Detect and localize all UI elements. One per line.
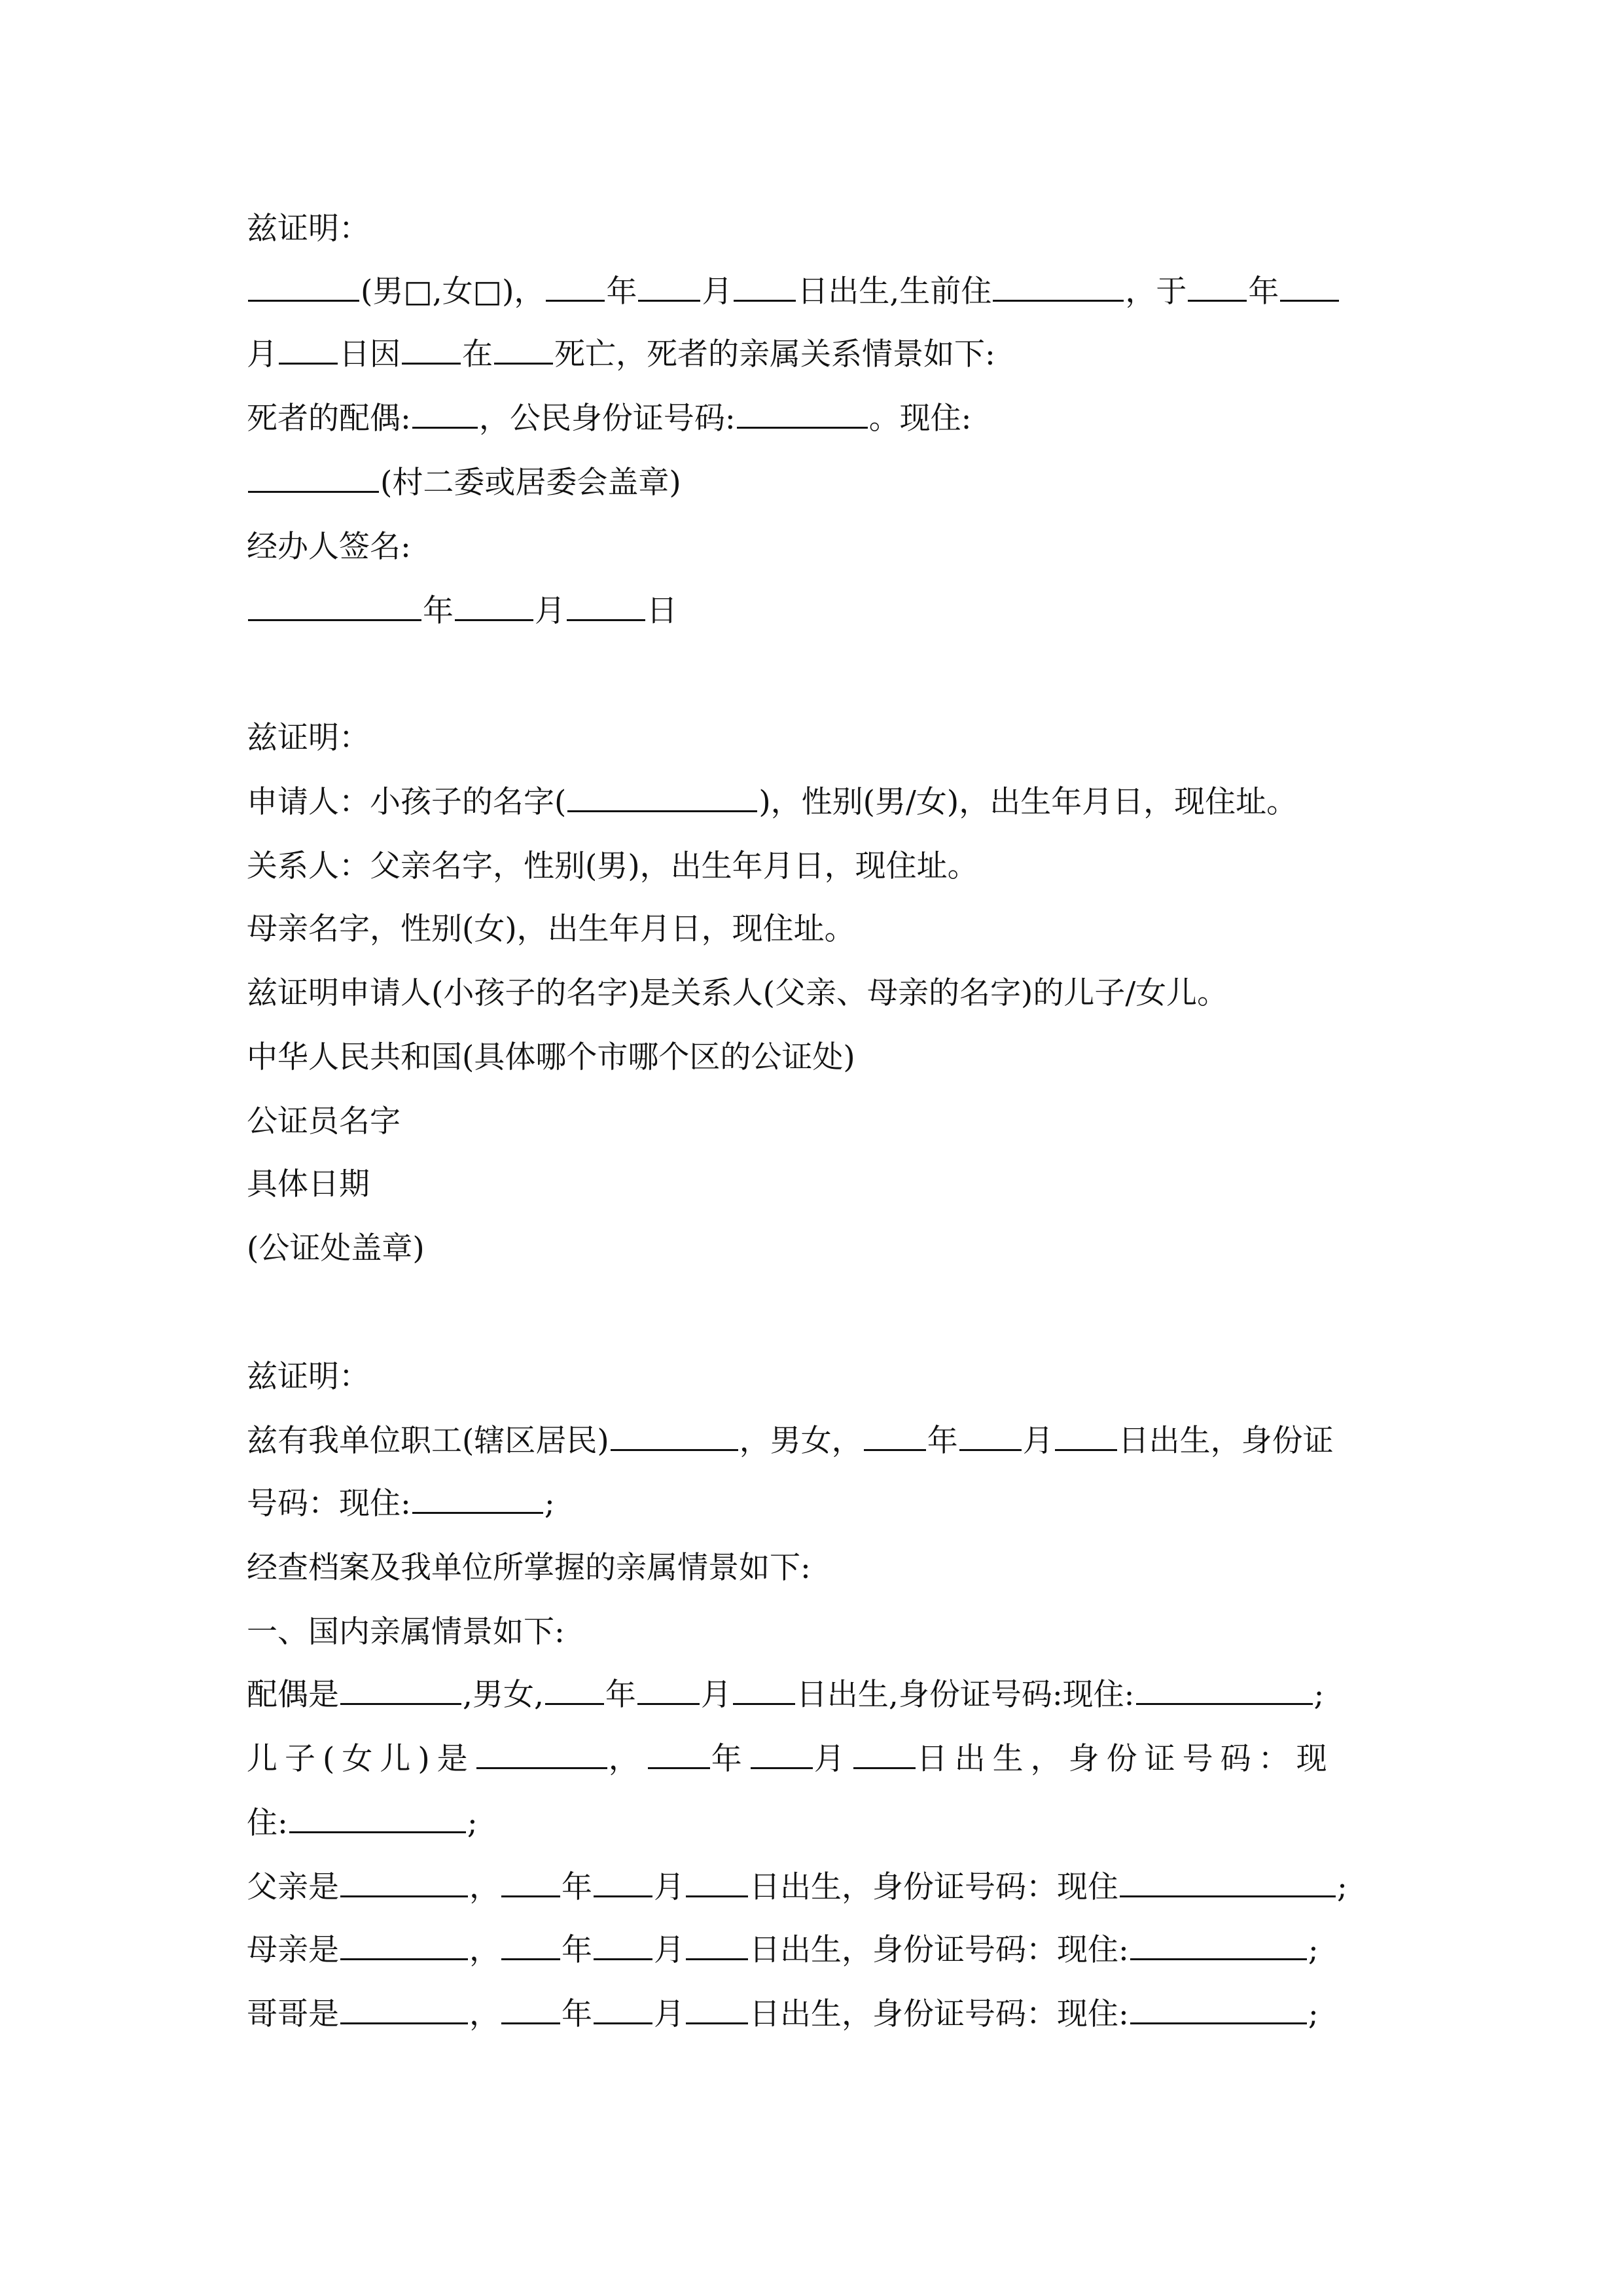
text: 月 (654, 1932, 685, 1968)
text: ,男女, (463, 1677, 544, 1713)
text: ， (469, 1869, 500, 1905)
month-blank (455, 593, 533, 621)
section2-line2: 关系人：父亲名字，性别(男)，出生年月日，现住址。 (247, 848, 978, 884)
address-blank (1130, 1996, 1307, 2024)
text: ， (469, 1932, 500, 1968)
text: 配偶是 (247, 1677, 339, 1713)
text: 年 (562, 1932, 592, 1968)
address-blank (1130, 1932, 1307, 1960)
address-blank (289, 1805, 466, 1833)
spouse-blank (412, 401, 478, 429)
child-line-2 (247, 1804, 478, 1843)
text: 日出生，身份证 (1118, 1423, 1334, 1459)
text: )，性别(男/女)，出生年月日，现住址。 (758, 784, 1298, 820)
child-name-blank (567, 784, 757, 812)
child-line (247, 1740, 1334, 1779)
address-blank (248, 465, 379, 493)
text: 号码：现住: (247, 1486, 411, 1522)
address-blank (1136, 1677, 1313, 1705)
month-blank (638, 274, 700, 302)
year-blank (1188, 274, 1247, 302)
text: ; (544, 1486, 555, 1522)
text: 月 (535, 593, 565, 629)
text: 月 (654, 1869, 685, 1905)
child-name-blank (476, 1741, 607, 1769)
text: 年 (562, 1996, 592, 2032)
text: 兹有我单位职工(辖区居民) (247, 1423, 609, 1459)
year-blank (248, 593, 421, 621)
section2-line8: (公证处盖章) (247, 1230, 425, 1266)
section1-line3 (247, 399, 972, 439)
text: 日 (647, 593, 677, 629)
text: 申请人：小孩子的名字( (247, 784, 567, 820)
text: ，公民身份证号码: (478, 401, 736, 437)
text: 年 (711, 1741, 749, 1777)
month-blank (594, 1869, 652, 1897)
month-blank (637, 1677, 700, 1705)
text: 死亡，死者的亲属关系情景如下: (554, 336, 995, 372)
name-blank (611, 1423, 738, 1451)
section2-line3: 母亲名字，性别(女)，出生年月日，现住址。 (247, 911, 855, 947)
text: 儿子(女儿)是 (247, 1741, 475, 1777)
text: (村二委或居委会盖章) (380, 465, 681, 501)
year-blank (864, 1423, 926, 1451)
mother-name-blank (340, 1932, 468, 1960)
text: 月 (1022, 1423, 1054, 1459)
section2-line7: 具体日期 (247, 1166, 370, 1202)
spouse-line (247, 1676, 1324, 1715)
text: 日因 (339, 336, 401, 372)
year-blank (648, 1741, 710, 1769)
address-blank (993, 274, 1124, 302)
text: 年 (605, 1677, 636, 1713)
text: 父亲是 (247, 1869, 339, 1905)
place-blank (494, 336, 553, 365)
text: 年 (562, 1869, 592, 1905)
section3-heading: 兹证明： (247, 1359, 370, 1395)
text: 月 (700, 1677, 732, 1713)
text: ; (1308, 1932, 1319, 1968)
day-blank (733, 1677, 795, 1705)
brother-name-blank (340, 1996, 468, 2024)
text: ，于 (1125, 274, 1187, 310)
id-number-blank (737, 401, 868, 429)
text: 年 (606, 274, 637, 310)
text: 在 (462, 336, 493, 372)
year-blank (501, 1932, 560, 1960)
section1-heading: 兹证明： (247, 211, 370, 247)
day-blank (567, 593, 645, 621)
day-blank (686, 1996, 748, 2024)
text: ; (1337, 1869, 1347, 1905)
section1-line2 (247, 335, 995, 374)
brother-line (247, 1995, 1319, 2034)
section2-line4: 兹证明申请人(小孩子的名字)是关系人(父亲、母亲的名字)的儿子/女儿。 (247, 975, 1228, 1011)
text: (男□,女□)， (361, 274, 545, 310)
day-blank (686, 1932, 748, 1960)
text: 。现住: (868, 401, 972, 437)
text: 年 (423, 593, 454, 629)
section2-line6: 公证员名字 (247, 1103, 401, 1139)
section1-line4 (247, 463, 681, 503)
text: ，男女， (739, 1423, 863, 1459)
text: 月 (654, 1996, 685, 2032)
text: ; (1308, 1996, 1319, 2032)
text: 日出生,身份证号码:现住: (796, 1677, 1135, 1713)
month-blank (959, 1423, 1022, 1451)
year-blank (545, 1677, 604, 1705)
year-blank (501, 1996, 560, 2024)
section3-line4: 一、国内亲属情景如下: (247, 1614, 565, 1650)
section1-line1 (247, 272, 1340, 312)
section2-heading: 兹证明： (247, 720, 370, 756)
section1-date (247, 592, 677, 631)
day-blank (279, 336, 338, 365)
text: ， (469, 1996, 500, 2032)
text: ; (467, 1805, 478, 1841)
father-name-blank (340, 1869, 468, 1897)
text: 日出生，身份证号码：现住 (749, 1869, 1118, 1905)
text: 日出生，身份证号码：现住: (749, 1996, 1129, 2032)
section1-line5: 经办人签名: (247, 529, 411, 565)
text: 日出生,生前住 (797, 274, 992, 310)
section3-line2 (247, 1484, 555, 1524)
text: 住: (247, 1805, 288, 1841)
text: 日出生，身份证号码：现住: (749, 1932, 1129, 1968)
address-blank (1120, 1869, 1336, 1897)
month-blank (594, 1996, 652, 2024)
day-blank (686, 1869, 748, 1897)
text: 年 (1248, 274, 1279, 310)
year-blank (546, 274, 605, 302)
day-blank (734, 274, 796, 302)
cause-blank (402, 336, 461, 365)
section2-line5: 中华人民共和国(具体哪个市哪个区的公证处) (247, 1039, 855, 1075)
name-blank (248, 274, 359, 302)
month-blank (751, 1741, 813, 1769)
mother-line (247, 1931, 1319, 1970)
text: ， (608, 1741, 647, 1777)
month-blank (594, 1932, 652, 1960)
text: 死者的配偶: (247, 401, 411, 437)
year-blank (501, 1869, 560, 1897)
section3-line1 (247, 1422, 1334, 1461)
spouse-name-blank (340, 1677, 461, 1705)
address-blank (412, 1486, 543, 1514)
text: 月 (813, 1741, 852, 1777)
text: ; (1313, 1677, 1325, 1713)
text: 母亲是 (247, 1932, 339, 1968)
text: 哥哥是 (247, 1996, 339, 2032)
day-blank (1055, 1423, 1117, 1451)
section3-line3: 经查档案及我单位所掌握的亲属情景如下: (247, 1550, 811, 1586)
day-blank (853, 1741, 916, 1769)
father-line (247, 1868, 1347, 1907)
text: 日出生，身份证号码：现 (916, 1741, 1334, 1777)
section2-line1 (247, 783, 1297, 822)
trailing-blank (1280, 274, 1339, 302)
text: 年 (927, 1423, 958, 1459)
text: 月 (247, 336, 277, 372)
text: 月 (702, 274, 733, 310)
